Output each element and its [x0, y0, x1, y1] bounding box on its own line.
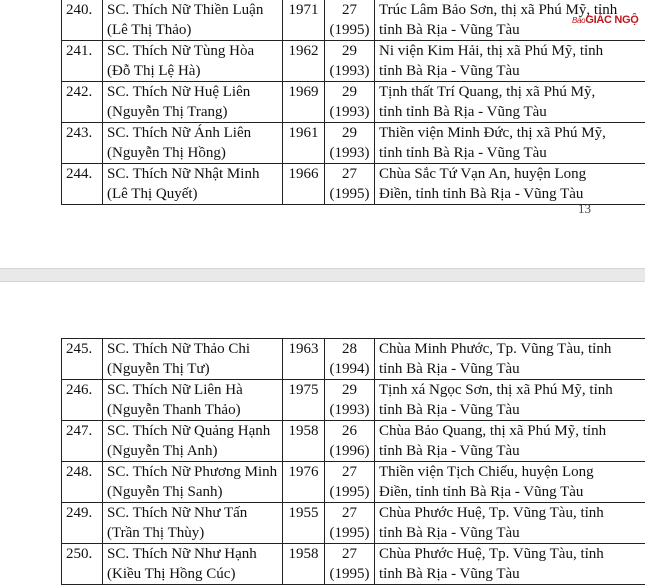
birth-year: 1963: [283, 339, 325, 380]
address-line-2: Điền, tỉnh tỉnh Bà Rịa - Vũng Tàu: [379, 184, 641, 204]
address-line-1: Chùa Phước Huệ, Tp. Vũng Tàu, tỉnh: [379, 503, 641, 523]
dharma-name: SC. Thích Nữ Thiền Luận: [107, 0, 278, 20]
address-line-2: tỉnh Bà Rịa - Vũng Tàu: [379, 564, 641, 584]
address-cell: [375, 82, 645, 123]
ordination-year: (1995): [329, 184, 370, 204]
member-name-cell: [103, 123, 283, 164]
dharma-name: SC. Thích Nữ Quảng Hạnh: [107, 421, 278, 441]
row-number: 248.: [62, 462, 103, 503]
ordination-count: 29: [329, 380, 370, 400]
address-line-2: tỉnh Bà Rịa - Vũng Tàu: [379, 61, 641, 81]
member-name-cell: [103, 503, 283, 544]
birth-year: 1971: [283, 0, 325, 41]
member-name-cell: [103, 380, 283, 421]
row-number: 245.: [62, 339, 103, 380]
birth-year: 1975: [283, 380, 325, 421]
row-number: 240.: [62, 0, 103, 41]
lay-name: (Lê Thị Quyết): [107, 184, 278, 204]
newspaper-watermark: [572, 14, 639, 26]
address-cell: [375, 339, 645, 380]
table-row: [62, 123, 645, 164]
table-body-bottom: [62, 339, 645, 585]
birth-year: 1969: [283, 82, 325, 123]
row-number: 246.: [62, 380, 103, 421]
address-cell: [375, 380, 645, 421]
address-cell: [375, 544, 645, 585]
address-cell: [375, 123, 645, 164]
ordination-year: (1993): [329, 400, 370, 420]
dharma-name: SC. Thích Nữ Phương Minh: [107, 462, 278, 482]
member-name-cell: [103, 164, 283, 205]
address-line-1: Tịnh thất Trí Quang, thị xã Phú Mỹ,: [379, 82, 641, 102]
lay-name: (Kiều Thị Hồng Cúc): [107, 564, 278, 584]
address-cell: [375, 164, 645, 205]
birth-year: 1976: [283, 462, 325, 503]
member-name-cell: [103, 41, 283, 82]
member-name-cell: [103, 339, 283, 380]
table-row: [62, 503, 645, 544]
address-line-2: tỉnh tỉnh Bà Rịa - Vũng Tàu: [379, 102, 641, 122]
birth-year: 1958: [283, 544, 325, 585]
member-name-cell: [103, 544, 283, 585]
ordination-count: 26: [329, 421, 370, 441]
dharma-name: SC. Thích Nữ Liên Hà: [107, 380, 278, 400]
row-number: 241.: [62, 41, 103, 82]
ordination-count: 27: [329, 462, 370, 482]
ordination-cell: [325, 380, 375, 421]
table-row: [62, 421, 645, 462]
page-separator: [0, 268, 645, 282]
ordination-cell: [325, 123, 375, 164]
page-number: 13: [578, 201, 591, 217]
ordination-year: (1995): [329, 523, 370, 543]
ordination-year: (1994): [329, 359, 370, 379]
lay-name: (Nguyễn Thị Anh): [107, 441, 278, 461]
ordination-cell: [325, 164, 375, 205]
ordination-year: (1995): [329, 482, 370, 502]
ordination-count: 27: [329, 164, 370, 184]
table-row: [62, 41, 645, 82]
table-row: [62, 82, 645, 123]
lay-name: (Nguyễn Thị Sanh): [107, 482, 278, 502]
table-body-top: [62, 0, 645, 205]
ordination-count: 27: [329, 0, 370, 20]
table-row: [62, 380, 645, 421]
ordination-year: (1995): [329, 564, 370, 584]
address-line-2: tỉnh Bà Rịa - Vũng Tàu: [379, 523, 641, 543]
dharma-name: SC. Thích Nữ Như Tấn: [107, 503, 278, 523]
dharma-name: SC. Thích Nữ Tùng Hòa: [107, 41, 278, 61]
lay-name: (Nguyễn Thị Trang): [107, 102, 278, 122]
row-number: 250.: [62, 544, 103, 585]
row-number: 244.: [62, 164, 103, 205]
member-table-bottom: [61, 338, 645, 585]
address-line-1: Thiền viện Minh Đức, thị xã Phú Mỹ,: [379, 123, 641, 143]
address-cell: [375, 462, 645, 503]
birth-year: 1958: [283, 421, 325, 462]
ordination-year: (1996): [329, 441, 370, 461]
address-line-2: tỉnh Bà Rịa - Vũng Tàu: [379, 400, 641, 420]
ordination-year: (1993): [329, 143, 370, 163]
ordination-cell: [325, 339, 375, 380]
table-row: [62, 339, 645, 380]
ordination-cell: [325, 82, 375, 123]
address-line-1: Trúc Lâm Bảo Sơn, thị xã Phú Mỹ, tỉnh: [379, 0, 641, 20]
dharma-name: SC. Thích Nữ Như Hạnh: [107, 544, 278, 564]
address-line-1: Thiền viện Tịch Chiếu, huyện Long: [379, 462, 641, 482]
ordination-cell: [325, 544, 375, 585]
ordination-count: 27: [329, 503, 370, 523]
row-number: 242.: [62, 82, 103, 123]
dharma-name: SC. Thích Nữ Ánh Liên: [107, 123, 278, 143]
birth-year: 1961: [283, 123, 325, 164]
birth-year: 1955: [283, 503, 325, 544]
ordination-cell: [325, 462, 375, 503]
address-line-2: tỉnh tỉnh Bà Rịa - Vũng Tàu: [379, 143, 641, 163]
address-line-1: Tịnh xá Ngọc Sơn, thị xã Phú Mỹ, tỉnh: [379, 380, 641, 400]
row-number: 247.: [62, 421, 103, 462]
table-row: [62, 0, 645, 41]
lay-name: (Nguyễn Thị Hồng): [107, 143, 278, 163]
address-line-2: Điền, tỉnh tỉnh Bà Rịa - Vũng Tàu: [379, 482, 641, 502]
lay-name: (Lê Thị Thảo): [107, 20, 278, 40]
dharma-name: SC. Thích Nữ Nhật Minh: [107, 164, 278, 184]
document-page-top: [0, 0, 645, 268]
ordination-count: 27: [329, 544, 370, 564]
member-name-cell: [103, 0, 283, 41]
ordination-cell: [325, 0, 375, 41]
dharma-name: SC. Thích Nữ Thảo Chi: [107, 339, 278, 359]
ordination-count: 29: [329, 123, 370, 143]
dharma-name: SC. Thích Nữ Huệ Liên: [107, 82, 278, 102]
address-cell: [375, 503, 645, 544]
address-line-1: Ni viện Kim Hải, thị xã Phú Mỹ, tỉnh: [379, 41, 641, 61]
address-line-1: Chùa Phước Huệ, Tp. Vũng Tàu, tỉnh: [379, 544, 641, 564]
ordination-cell: [325, 503, 375, 544]
birth-year: 1962: [283, 41, 325, 82]
table-row: [62, 164, 645, 205]
member-name-cell: [103, 82, 283, 123]
ordination-count: 28: [329, 339, 370, 359]
table-row: [62, 544, 645, 585]
address-line-2: tỉnh Bà Rịa - Vũng Tàu: [379, 20, 641, 40]
watermark-brand: GIÁC NGỘ: [585, 14, 638, 26]
address-line-2: tỉnh Bà Rịa - Vũng Tàu: [379, 359, 641, 379]
ordination-cell: [325, 421, 375, 462]
address-cell: [375, 41, 645, 82]
lay-name: (Nguyễn Thanh Thảo): [107, 400, 278, 420]
address-line-1: Chùa Minh Phước, Tp. Vũng Tàu, tỉnh: [379, 339, 641, 359]
ordination-year: (1993): [329, 61, 370, 81]
address-line-1: Chùa Bảo Quang, thị xã Phú Mỹ, tỉnh: [379, 421, 641, 441]
address-cell: [375, 421, 645, 462]
member-name-cell: [103, 462, 283, 503]
lay-name: (Nguyễn Thị Tư): [107, 359, 278, 379]
ordination-cell: [325, 41, 375, 82]
member-name-cell: [103, 421, 283, 462]
lay-name: (Trần Thị Thùy): [107, 523, 278, 543]
row-number: 243.: [62, 123, 103, 164]
watermark-prefix: Báo: [572, 16, 585, 25]
address-line-1: Chùa Sắc Tứ Vạn An, huyện Long: [379, 164, 641, 184]
ordination-count: 29: [329, 82, 370, 102]
address-line-2: tỉnh Bà Rịa - Vũng Tàu: [379, 441, 641, 461]
member-table-top: [61, 0, 645, 205]
lay-name: (Đỗ Thị Lệ Hà): [107, 61, 278, 81]
table-row: [62, 462, 645, 503]
ordination-count: 29: [329, 41, 370, 61]
ordination-year: (1993): [329, 102, 370, 122]
birth-year: 1966: [283, 164, 325, 205]
ordination-year: (1995): [329, 20, 370, 40]
row-number: 249.: [62, 503, 103, 544]
